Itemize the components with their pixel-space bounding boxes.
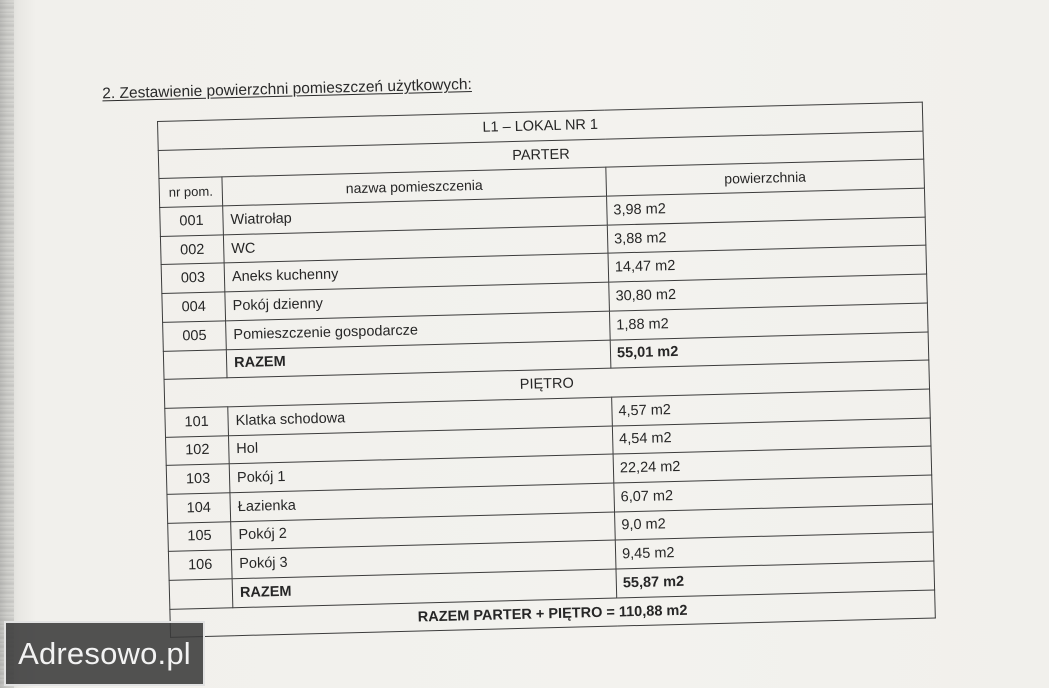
room-area: 30,80 m2: [609, 274, 928, 311]
room-area: 4,54 m2: [612, 418, 931, 455]
room-name: Wiatrołap: [223, 196, 608, 234]
header-room-name: nazwa pomieszczenia: [222, 168, 607, 206]
room-number: 105: [168, 521, 232, 551]
document-content: [102, 76, 935, 639]
room-name: WC: [223, 225, 608, 263]
room-number: 103: [166, 464, 230, 494]
room-name: Łazienka: [230, 483, 615, 521]
room-name: Pomieszczenie gospodarcze: [226, 311, 611, 349]
room-number: 001: [160, 206, 224, 236]
room-name: Pokój 3: [231, 540, 616, 578]
watermark-logo: Adresowo.pl: [4, 621, 205, 686]
room-name: Pokój dzienny: [225, 282, 610, 320]
header-room-area: powierzchnia: [606, 159, 925, 196]
room-number: 102: [165, 435, 229, 465]
room-number: 003: [161, 263, 225, 293]
subtotal-area: 55,87 m2: [616, 561, 935, 598]
room-name: Pokój 1: [229, 454, 614, 492]
room-number: 002: [160, 235, 224, 265]
subtotal-label: RAZEM: [232, 569, 617, 607]
section-heading: 2. Zestawienie powierzchni pomieszczeń użytkowych:: [102, 76, 472, 103]
room-area: 4,57 m2: [612, 389, 931, 426]
table-title: L1 – LOKAL NR 1: [158, 102, 923, 150]
rooms-table: [157, 102, 936, 639]
room-number: 004: [162, 292, 226, 322]
empty-cell: [169, 579, 233, 609]
room-name: Aneks kuchenny: [224, 254, 609, 292]
scan-edge-shadow: [0, 0, 14, 688]
room-number: 106: [168, 550, 232, 580]
room-area: 22,24 m2: [613, 446, 932, 483]
room-area: 9,45 m2: [615, 532, 934, 569]
room-name: Klatka schodowa: [228, 397, 613, 435]
room-area: 6,07 m2: [614, 475, 933, 512]
room-area: 9,0 m2: [615, 504, 934, 541]
room-area: 3,88 m2: [607, 217, 926, 254]
grand-total: RAZEM PARTER + PIĘTRO = 110,88 m2: [170, 590, 935, 638]
room-name: Hol: [228, 426, 613, 464]
subtotal-area: 55,01 m2: [610, 332, 929, 369]
room-number: 104: [167, 493, 231, 523]
header-room-number: nr pom.: [159, 177, 223, 207]
room-number: 005: [163, 321, 227, 351]
section-label-parter: PARTER: [158, 131, 923, 179]
room-area: 14,47 m2: [608, 246, 927, 283]
room-name: Pokój 2: [231, 512, 616, 550]
section-label-pietro: PIĘTRO: [164, 360, 929, 408]
empty-cell: [163, 349, 227, 379]
room-area: 1,88 m2: [609, 303, 928, 340]
subtotal-label: RAZEM: [226, 340, 611, 378]
room-number: 101: [165, 407, 229, 437]
room-area: 3,98 m2: [607, 188, 926, 225]
